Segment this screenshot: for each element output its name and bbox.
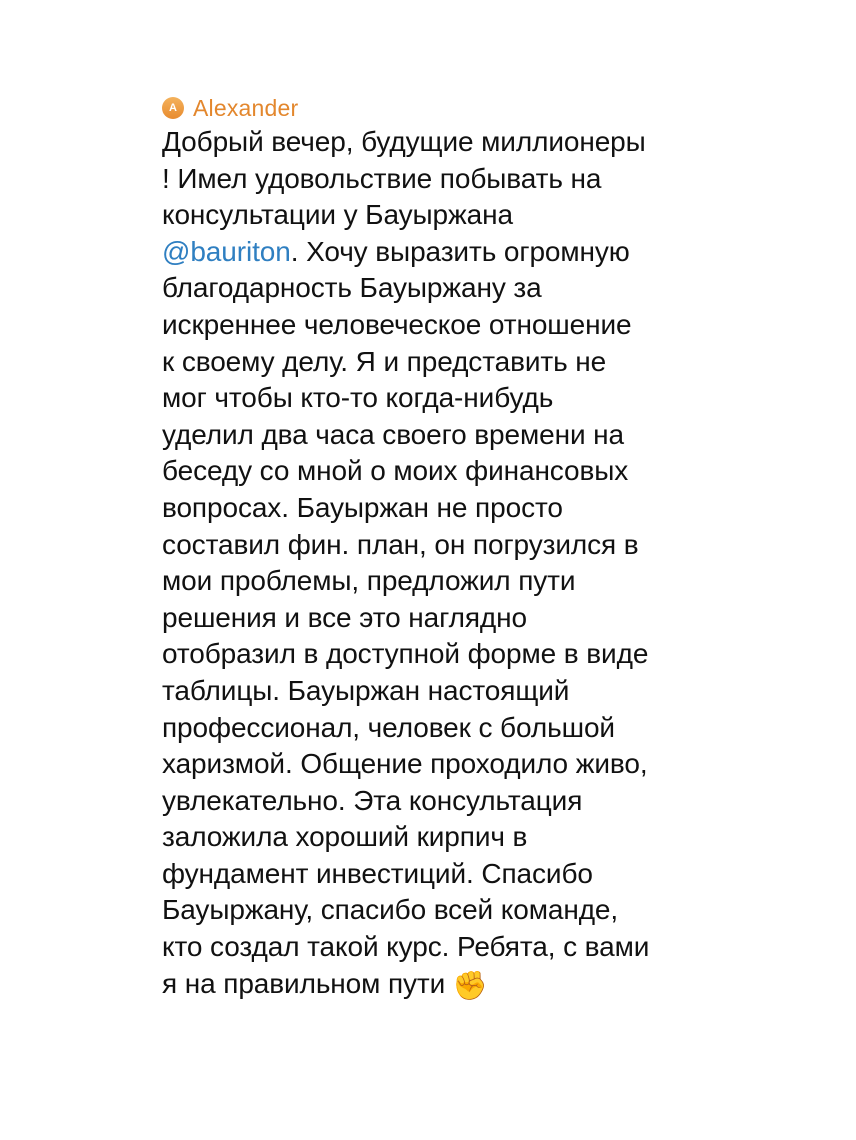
message-line: мои проблемы, предложил пути <box>162 565 576 597</box>
message-line-with-mention <box>162 234 722 271</box>
message-line: заложила хороший кирпич в <box>162 821 528 853</box>
message-line: вопросах. Бауыржан не просто <box>162 491 563 523</box>
message-line: Добрый вечер, будущие миллионеры <box>162 126 646 157</box>
message-line: решения и все это наглядно <box>162 601 527 633</box>
chat-message <box>162 92 722 1002</box>
sender-name[interactable]: Alexander <box>193 95 299 121</box>
message-line: фундамент инвестиций. Спасибо <box>162 857 593 889</box>
message-line: таблицы. Бауыржан настоящий <box>162 674 570 706</box>
message-line: к своему делу. Я и представить не <box>162 345 607 377</box>
message-text <box>162 124 722 1002</box>
message-line: консультации у Бауыржана <box>162 199 513 231</box>
message-line: профессионал, человек с большой <box>162 711 615 743</box>
message-line: отобразил в доступной форме в виде <box>162 638 649 670</box>
message-line: искреннее человеческое отношение <box>162 308 632 340</box>
message-line: мог чтобы кто-то когда-нибудь <box>162 382 554 414</box>
message-sender <box>162 92 722 124</box>
message-line: уделил два часа своего времени на <box>162 418 625 450</box>
message-line: Бауыржану, спасибо всей команде, <box>162 894 619 926</box>
message-line: кто создал такой курс. Ребята, с вами <box>162 931 650 963</box>
user-mention-link[interactable]: @bauriton <box>162 235 291 267</box>
message-line: составил фин. план, он погрузился в <box>162 528 639 560</box>
message-line: благодарность Бауыржану за <box>162 272 542 304</box>
raised-fist-icon: ✊ <box>452 969 488 1001</box>
message-line: увлекательно. Эта консультация <box>162 784 583 816</box>
message-line-text: я на правильном пути <box>162 967 453 999</box>
sender-avatar[interactable]: A <box>162 97 184 119</box>
message-line-text: . Хочу выразить огромную <box>290 235 630 267</box>
message-line: беседу со мной о моих финансовых <box>162 455 629 487</box>
message-last-line <box>162 966 722 1003</box>
message-line: харизмой. Общение проходило живо, <box>162 748 648 780</box>
message-line: ! Имел удовольствие побывать на <box>162 162 602 194</box>
